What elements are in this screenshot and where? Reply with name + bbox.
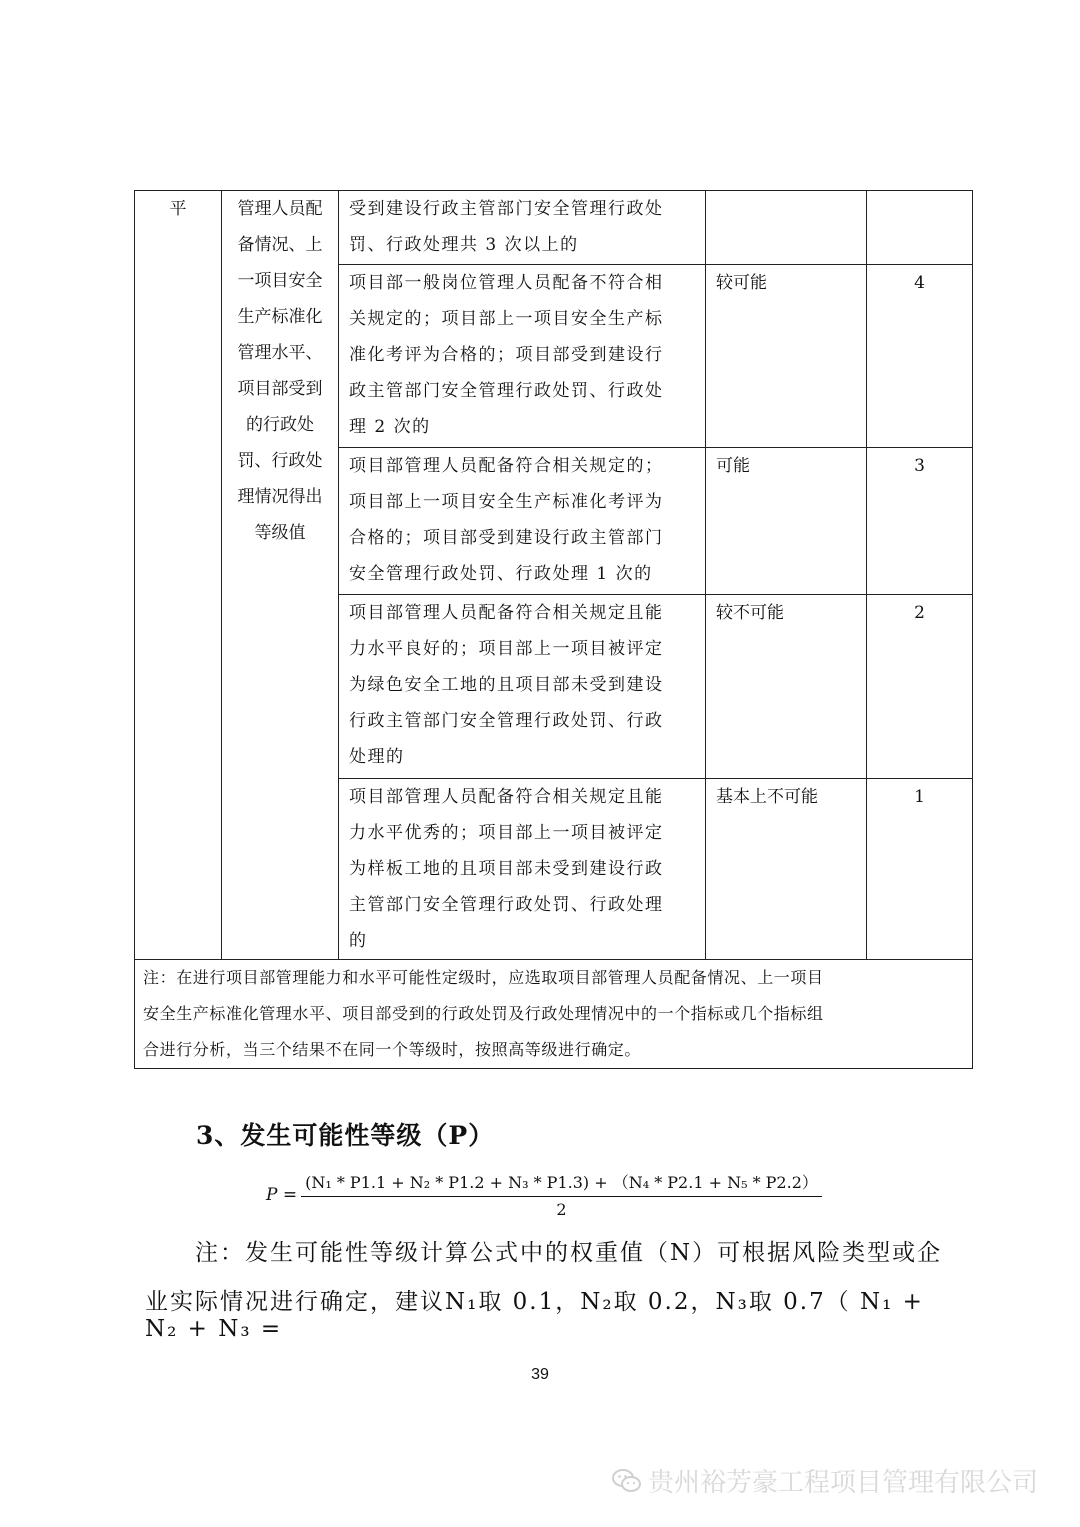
description-line: 项目部上一项目安全生产标准化考评为 xyxy=(349,492,664,512)
score-cell: 3 xyxy=(867,448,973,595)
formula-lhs: P = xyxy=(266,1184,298,1205)
description-line: 合格的；项目部受到建设行政主管部门 xyxy=(349,528,664,548)
criteria-line: 管理水平、 xyxy=(237,343,323,363)
score-cell xyxy=(867,191,973,265)
description-line: 项目部管理人员配备符合相关规定的； xyxy=(349,456,664,476)
description-line: 主管部门安全管理行政处罚、行政处理 xyxy=(349,895,664,915)
criteria-line: 理情况得出 xyxy=(237,487,323,507)
description-line: 行政主管部门安全管理行政处罚、行政 xyxy=(349,711,664,731)
criteria-line: 备情况、上 xyxy=(237,235,323,255)
description-line: 为绿色安全工地的且项目部未受到建设 xyxy=(349,675,664,695)
description-line: 准化考评为合格的；项目部受到建设行 xyxy=(349,345,664,365)
weight-note-line1: 注：发生可能性等级计算公式中的权重值（N）可根据风险类型或企 xyxy=(195,1240,943,1266)
probability-formula xyxy=(266,1170,822,1219)
description-line: 关规定的；项目部上一项目安全生产标 xyxy=(349,309,664,329)
watermark-text: 贵州裕芳豪工程项目管理有限公司 xyxy=(648,1468,1039,1498)
score-cell: 4 xyxy=(867,265,973,448)
level-cell: 较不可能 xyxy=(706,595,867,779)
description-line: 罚、行政处理共 3 次以上的 xyxy=(349,235,579,255)
description-line: 政主管部门安全管理行政处罚、行政处 xyxy=(349,381,664,401)
description-line: 的 xyxy=(349,931,368,951)
description-line: 力水平优秀的；项目部上一项目被评定 xyxy=(349,823,664,843)
score-cell: 1 xyxy=(867,779,973,960)
table-note xyxy=(135,960,973,1069)
level-cell: 基本上不可能 xyxy=(706,779,867,960)
wechat-icon xyxy=(612,1468,642,1494)
formula-fraction xyxy=(301,1170,822,1219)
weight-note-line2: 业实际情况进行确定，建议N₁取 0.1，N₂取 0.2，N₃取 0.7（ N₁ + N₂ + N₃ = xyxy=(145,1289,924,1342)
description-cell xyxy=(339,448,706,595)
description-line: 安全管理行政处罚、行政处理 1 次的 xyxy=(349,564,653,584)
note-line: 注：在进行项目部管理能力和水平可能性定级时，应选取项目部管理人员配备情况、上一项目 xyxy=(143,968,824,987)
risk-level-table xyxy=(134,190,973,1069)
category-cell xyxy=(135,191,222,960)
description-line: 受到建设行政主管部门安全管理行政处 xyxy=(349,199,664,219)
description-line: 项目部管理人员配备符合相关规定且能 xyxy=(349,603,664,623)
score-cell: 2 xyxy=(867,595,973,779)
criteria-line: 生产标准化 xyxy=(237,307,323,327)
formula-denominator: 2 xyxy=(556,1200,567,1219)
criteria-line: 等级值 xyxy=(254,523,306,543)
criteria-line: 罚、行政处 xyxy=(237,451,323,471)
criteria-cell xyxy=(222,191,339,960)
page-number: 39 xyxy=(531,1366,549,1383)
description-line: 处理的 xyxy=(349,747,405,767)
description-line: 力水平良好的；项目部上一项目被评定 xyxy=(349,639,664,659)
level-cell: 较可能 xyxy=(706,265,867,448)
category-text: 平 xyxy=(169,199,187,219)
note-line: 合进行分析，当三个结果不在同一个等级时，按照高等级进行确定。 xyxy=(143,1040,642,1059)
criteria-line: 一项目安全 xyxy=(237,271,323,291)
description-cell xyxy=(339,265,706,448)
description-cell xyxy=(339,595,706,779)
criteria-line: 项目部受到 xyxy=(237,379,323,399)
description-line: 为样板工地的且项目部未受到建设行政 xyxy=(349,859,664,879)
description-line: 项目部一般岗位管理人员配备不符合相 xyxy=(349,273,664,293)
watermark xyxy=(612,1462,1038,1499)
description-line: 理 2 次的 xyxy=(349,417,431,437)
criteria-line: 的行政处 xyxy=(246,415,314,435)
formula-numerator: (N₁ * P1.1 + N₂ * P1.2 + N₃ * P1.3) + （N₄ * P2.1 + N₅ * P2.2） xyxy=(301,1170,822,1197)
level-cell xyxy=(706,191,867,265)
note-line: 安全生产标准化管理水平、项目部受到的行政处罚及行政处理情况中的一个指标或几个指标组 xyxy=(143,1004,824,1023)
criteria-line: 管理人员配 xyxy=(237,199,323,219)
description-line: 项目部管理人员配备符合相关规定且能 xyxy=(349,787,664,807)
description-cell xyxy=(339,779,706,960)
section-heading: 3、发生可能性等级（P） xyxy=(196,1121,495,1150)
level-cell: 可能 xyxy=(706,448,867,595)
description-cell xyxy=(339,191,706,265)
